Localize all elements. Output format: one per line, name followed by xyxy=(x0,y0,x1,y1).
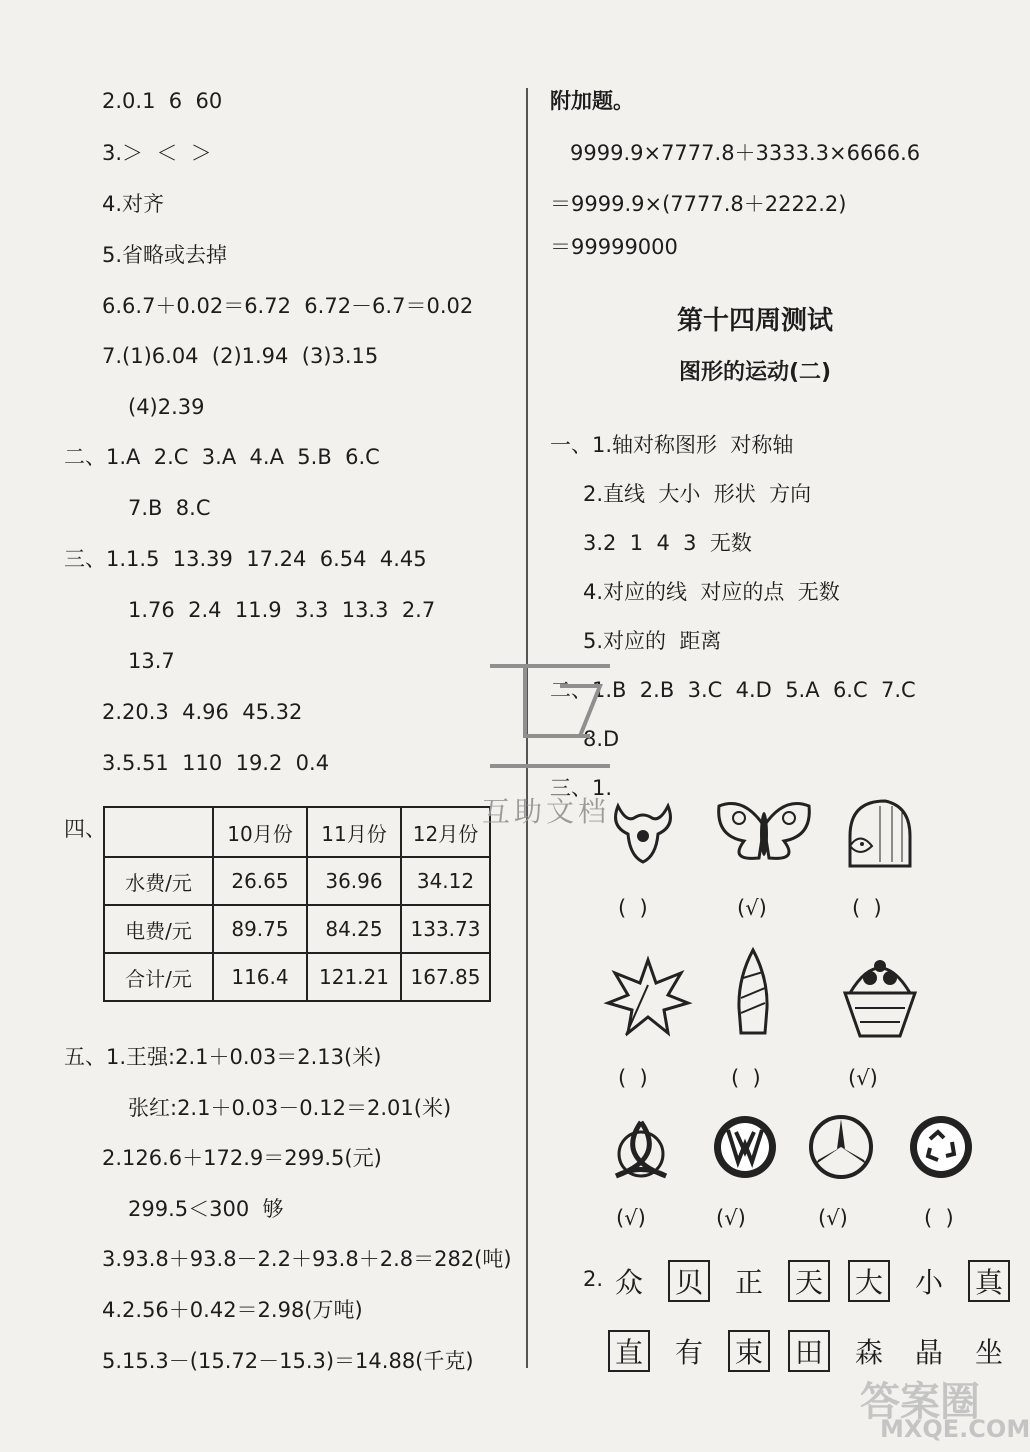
right-line: 一、1.轴对称图形 对称轴 xyxy=(550,433,794,457)
symmetry-chars-row xyxy=(608,1260,1028,1302)
symmetry-char-boxed: 天 xyxy=(788,1260,830,1302)
answer-mark: (√) xyxy=(737,896,767,920)
symmetry-char-boxed: 田 xyxy=(788,1330,830,1372)
left-line: 6.6.7＋0.02＝6.72 6.72－6.7＝0.02 xyxy=(102,294,474,318)
maple-leaf-icon xyxy=(606,955,691,1040)
table-row xyxy=(104,953,490,1001)
table-cell: 电费/元 xyxy=(104,905,213,953)
table-cell: 84.25 xyxy=(307,905,401,953)
right-line: 5.对应的 距离 xyxy=(583,629,722,653)
table-row xyxy=(104,857,490,905)
symmetry-char-boxed: 直 xyxy=(608,1330,650,1372)
answer-mark: (√) xyxy=(716,1206,746,1230)
table-cell: 116.4 xyxy=(213,953,307,1001)
table-cell: 12月份 xyxy=(401,807,490,857)
symmetry-char-boxed: 大 xyxy=(848,1260,890,1302)
symmetry-char-boxed: 贝 xyxy=(668,1260,710,1302)
left-line: 299.5＜300 够 xyxy=(128,1197,284,1221)
table-cell: 121.21 xyxy=(307,953,401,1001)
watermark-text: 互助文档 xyxy=(482,795,611,828)
table-cell: 167.85 xyxy=(401,953,490,1001)
left-line: 三、1.1.5 13.39 17.24 6.54 4.45 xyxy=(64,547,427,571)
answer-mark: (√) xyxy=(616,1206,646,1230)
left-line: 四、 xyxy=(64,817,106,841)
right-line: ＝99999000 xyxy=(550,235,678,259)
symmetry-char: 森 xyxy=(854,1336,883,1369)
symmetry-char: 坐 xyxy=(974,1336,1003,1369)
butterfly-icon xyxy=(714,796,814,868)
right-line: 9999.9×7777.8＋3333.3×6666.6 xyxy=(570,141,921,165)
volkswagen-logo-icon xyxy=(712,1114,778,1180)
symmetry-chars-row xyxy=(608,1330,1028,1372)
left-line: 4.对齐 xyxy=(102,192,165,216)
section-title: 第十四周测试 xyxy=(677,306,834,336)
left-line: 张红:2.1＋0.03－0.12＝2.01(米) xyxy=(128,1096,452,1120)
table-cell xyxy=(104,807,213,857)
left-line: 3.5.51 110 19.2 0.4 xyxy=(102,751,330,775)
hedgehog-icon xyxy=(840,796,915,871)
fee-table xyxy=(103,806,491,1002)
answer-mark: ( ) xyxy=(924,1206,954,1230)
bull-head-icon xyxy=(608,796,678,868)
table-cell: 10月份 xyxy=(213,807,307,857)
answer-mark: (√) xyxy=(818,1206,848,1230)
section-subtitle: 图形的运动(二) xyxy=(679,360,832,385)
site-watermark: MXQE.COM xyxy=(880,1415,1030,1443)
watermark-logo-icon xyxy=(480,656,620,776)
symmetry-char: 众 xyxy=(614,1266,643,1299)
trinity-knot-icon xyxy=(606,1118,676,1188)
left-line: 五、1.王强:2.1＋0.03＝2.13(米) xyxy=(64,1045,382,1069)
right-line: 附加题。 xyxy=(550,89,634,113)
left-line: 1.76 2.4 11.9 3.3 13.3 2.7 xyxy=(128,598,436,622)
symmetry-char-boxed: 束 xyxy=(728,1330,770,1372)
answer-mark: ( ) xyxy=(618,896,648,920)
table-header-row xyxy=(104,807,490,857)
left-line: 7.B 8.C xyxy=(128,496,211,520)
left-line: 3.93.8＋93.8－2.2＋93.8＋2.8＝282(吨) xyxy=(102,1247,512,1271)
site-watermark: 答案圈 xyxy=(860,1379,980,1425)
left-line: 2.20.3 4.96 45.32 xyxy=(102,700,303,724)
right-line: 三、1. xyxy=(550,776,613,800)
left-line: 3.＞ ＜ ＞ xyxy=(102,141,212,165)
answer-mark: (√) xyxy=(848,1066,878,1090)
right-line: 8.D xyxy=(583,727,620,751)
left-line: 4.2.56＋0.42＝2.98(万吨) xyxy=(102,1298,363,1322)
symmetry-char: 小 xyxy=(914,1266,943,1299)
right-line: ＝9999.9×(7777.8＋2222.2) xyxy=(550,192,847,216)
flower-basket-icon xyxy=(840,948,920,1040)
answer-mark: ( ) xyxy=(731,1066,761,1090)
left-line: 2.0.1 6 60 xyxy=(102,89,223,113)
right-line: 二、1.B 2.B 3.C 4.D 5.A 6.C 7.C xyxy=(550,678,916,702)
left-line: (4)2.39 xyxy=(128,395,205,419)
answer-mark: ( ) xyxy=(852,896,882,920)
table-cell: 11月份 xyxy=(307,807,401,857)
question-label: 2. xyxy=(583,1267,604,1291)
right-line: 3.2 1 4 3 无数 xyxy=(583,531,752,555)
bamboo-shoot-icon xyxy=(733,948,773,1038)
symmetry-char-boxed: 真 xyxy=(968,1260,1010,1302)
table-cell: 水费/元 xyxy=(104,857,213,905)
table-cell: 26.65 xyxy=(213,857,307,905)
left-line: 5.15.3－(15.72－15.3)＝14.88(千克) xyxy=(102,1349,474,1373)
table-cell: 34.12 xyxy=(401,857,490,905)
table-cell: 133.73 xyxy=(401,905,490,953)
table-row xyxy=(104,905,490,953)
left-line: 5.省略或去掉 xyxy=(102,243,228,267)
symmetry-char: 有 xyxy=(674,1336,703,1369)
left-line: 2.126.6＋172.9＝299.5(元) xyxy=(102,1146,382,1170)
symmetry-char: 晶 xyxy=(914,1336,943,1369)
left-line: 二、1.A 2.C 3.A 4.A 5.B 6.C xyxy=(64,445,380,469)
left-line: 13.7 xyxy=(128,649,175,673)
table-cell: 合计/元 xyxy=(104,953,213,1001)
table-cell: 89.75 xyxy=(213,905,307,953)
right-line: 2.直线 大小 形状 方向 xyxy=(583,482,812,506)
answer-mark: ( ) xyxy=(618,1066,648,1090)
recycle-logo-icon xyxy=(908,1114,974,1180)
right-line: 4.对应的线 对应的点 无数 xyxy=(583,580,840,604)
table-cell: 36.96 xyxy=(307,857,401,905)
symmetry-char: 正 xyxy=(734,1266,763,1299)
left-line: 7.(1)6.04 (2)1.94 (3)3.15 xyxy=(102,344,379,368)
mercedes-logo-icon xyxy=(808,1114,874,1180)
